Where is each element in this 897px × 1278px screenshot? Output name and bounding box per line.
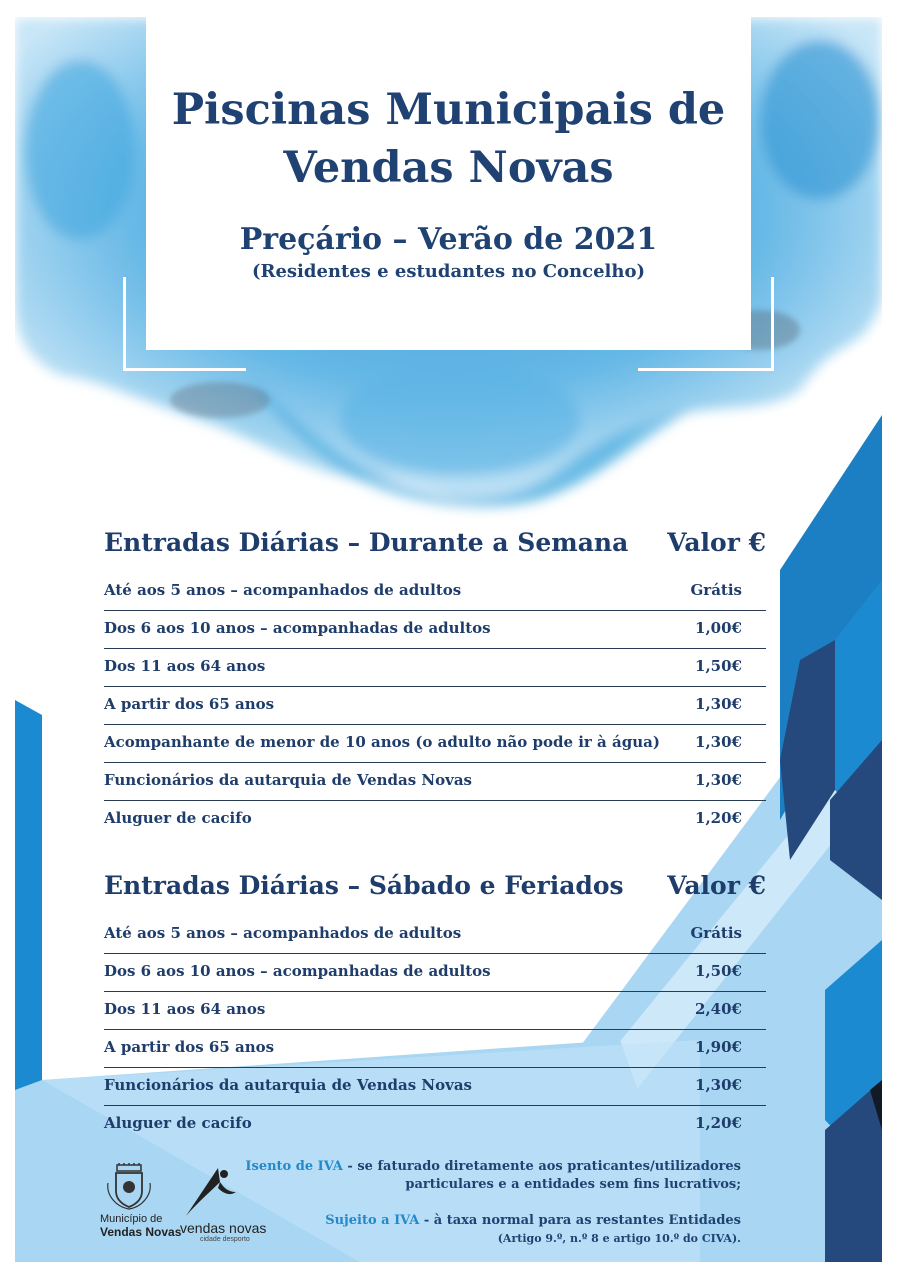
row-label: Funcionários da autarquia de Vendas Novas — [104, 771, 473, 789]
row-label: Aluguer de cacifo — [104, 809, 252, 827]
table-row — [104, 1030, 766, 1068]
row-label: Dos 6 aos 10 anos – acompanhadas de adultos — [104, 619, 491, 637]
shape-blue-left — [15, 700, 42, 1100]
row-label: A partir dos 65 anos — [104, 1038, 275, 1056]
weekday-section-header — [104, 528, 766, 568]
frame-bracket-right-vertical — [771, 277, 774, 371]
row-label: Dos 6 aos 10 anos – acompanhadas de adultos — [104, 962, 491, 980]
row-price: 1,00€ — [695, 619, 742, 637]
row-price: 1,30€ — [695, 695, 742, 713]
vat-legal-reference: (Artigo 9.º, n.º 8 e artigo 10.º do CIVA). — [497, 1232, 741, 1245]
vat-exempt-note — [245, 1158, 741, 1176]
vat-exempt-label: Isento de IVA — [245, 1159, 343, 1174]
vat-subject-note — [245, 1212, 741, 1230]
row-label: Acompanhante de menor de 10 anos (o adulto não pode ir à água) — [104, 733, 660, 751]
row-price: Grátis — [690, 581, 742, 599]
table-row — [104, 916, 766, 954]
row-label: Dos 11 aos 64 anos — [104, 1000, 266, 1018]
row-label: Funcionários da autarquia de Vendas Novas — [104, 1076, 473, 1094]
table-row — [104, 954, 766, 992]
row-label: Até aos 5 anos – acompanhados de adultos — [104, 581, 462, 599]
table-row — [104, 801, 766, 838]
page-subtitle-note: (Residentes e estudantes no Concelho) — [251, 261, 646, 282]
municipality-logo — [100, 1163, 190, 1239]
frame-bracket-left-vertical — [123, 277, 126, 371]
crest-icon — [104, 1163, 154, 1211]
frame-bracket-right-horizontal — [638, 368, 774, 371]
page-subtitle: Preçário – Verão de 2021 — [239, 222, 658, 257]
weekend-section-header — [104, 871, 766, 911]
weekday-section-title: Entradas Diárias – Durante a Semana — [104, 528, 629, 557]
brand-tagline: cidade desporto — [200, 1236, 250, 1243]
row-price: 1,50€ — [695, 962, 742, 980]
frame-bracket-left-horizontal — [123, 368, 246, 371]
swimmer-figure-icon — [180, 1166, 240, 1220]
page-title — [146, 81, 751, 197]
weekday-value-header: Valor € — [667, 528, 766, 557]
table-row — [104, 687, 766, 725]
row-price: 1,50€ — [695, 657, 742, 675]
row-label: Aluguer de cacifo — [104, 1114, 252, 1132]
vat-subject-label: Sujeito a IVA — [325, 1213, 420, 1228]
vat-notes — [245, 1158, 741, 1248]
municipality-name-line2: Vendas Novas — [100, 1225, 182, 1239]
vat-exempt-text-2: particulares e a entidades sem fins lucrativos; — [405, 1177, 741, 1192]
row-price: 1,90€ — [695, 1038, 742, 1056]
weekend-section-title: Entradas Diárias – Sábado e Feriados — [104, 871, 624, 900]
row-label: Dos 11 aos 64 anos — [104, 657, 266, 675]
title-line-2: Vendas Novas — [283, 143, 614, 193]
row-price: 1,30€ — [695, 1076, 742, 1094]
table-row — [104, 725, 766, 763]
row-price: 1,30€ — [695, 771, 742, 789]
title-card — [146, 17, 751, 350]
table-row — [104, 573, 766, 611]
vat-exempt-text-1: - se faturado diretamente aos praticantes/utilizadores — [342, 1159, 741, 1174]
row-label: A partir dos 65 anos — [104, 695, 275, 713]
row-label: Até aos 5 anos – acompanhados de adultos — [104, 924, 462, 942]
vat-subject-text: - à taxa normal para as restantes Entidades — [419, 1213, 741, 1228]
table-row — [104, 649, 766, 687]
row-price: 2,40€ — [695, 1000, 742, 1018]
table-row — [104, 611, 766, 649]
weekend-price-table — [104, 916, 766, 1143]
row-price: 1,20€ — [695, 1114, 742, 1132]
row-price: 1,20€ — [695, 809, 742, 827]
row-price: Grátis — [690, 924, 742, 942]
table-row — [104, 1068, 766, 1106]
table-row — [104, 1106, 766, 1143]
weekend-value-header: Valor € — [667, 871, 766, 900]
weekday-price-table — [104, 573, 766, 838]
brand-name: vendas novas — [180, 1220, 267, 1236]
title-line-1: Piscinas Municipais de — [171, 85, 726, 135]
municipality-name-line1: Município de — [100, 1213, 163, 1225]
row-price: 1,30€ — [695, 733, 742, 751]
table-row — [104, 763, 766, 801]
table-row — [104, 992, 766, 1030]
